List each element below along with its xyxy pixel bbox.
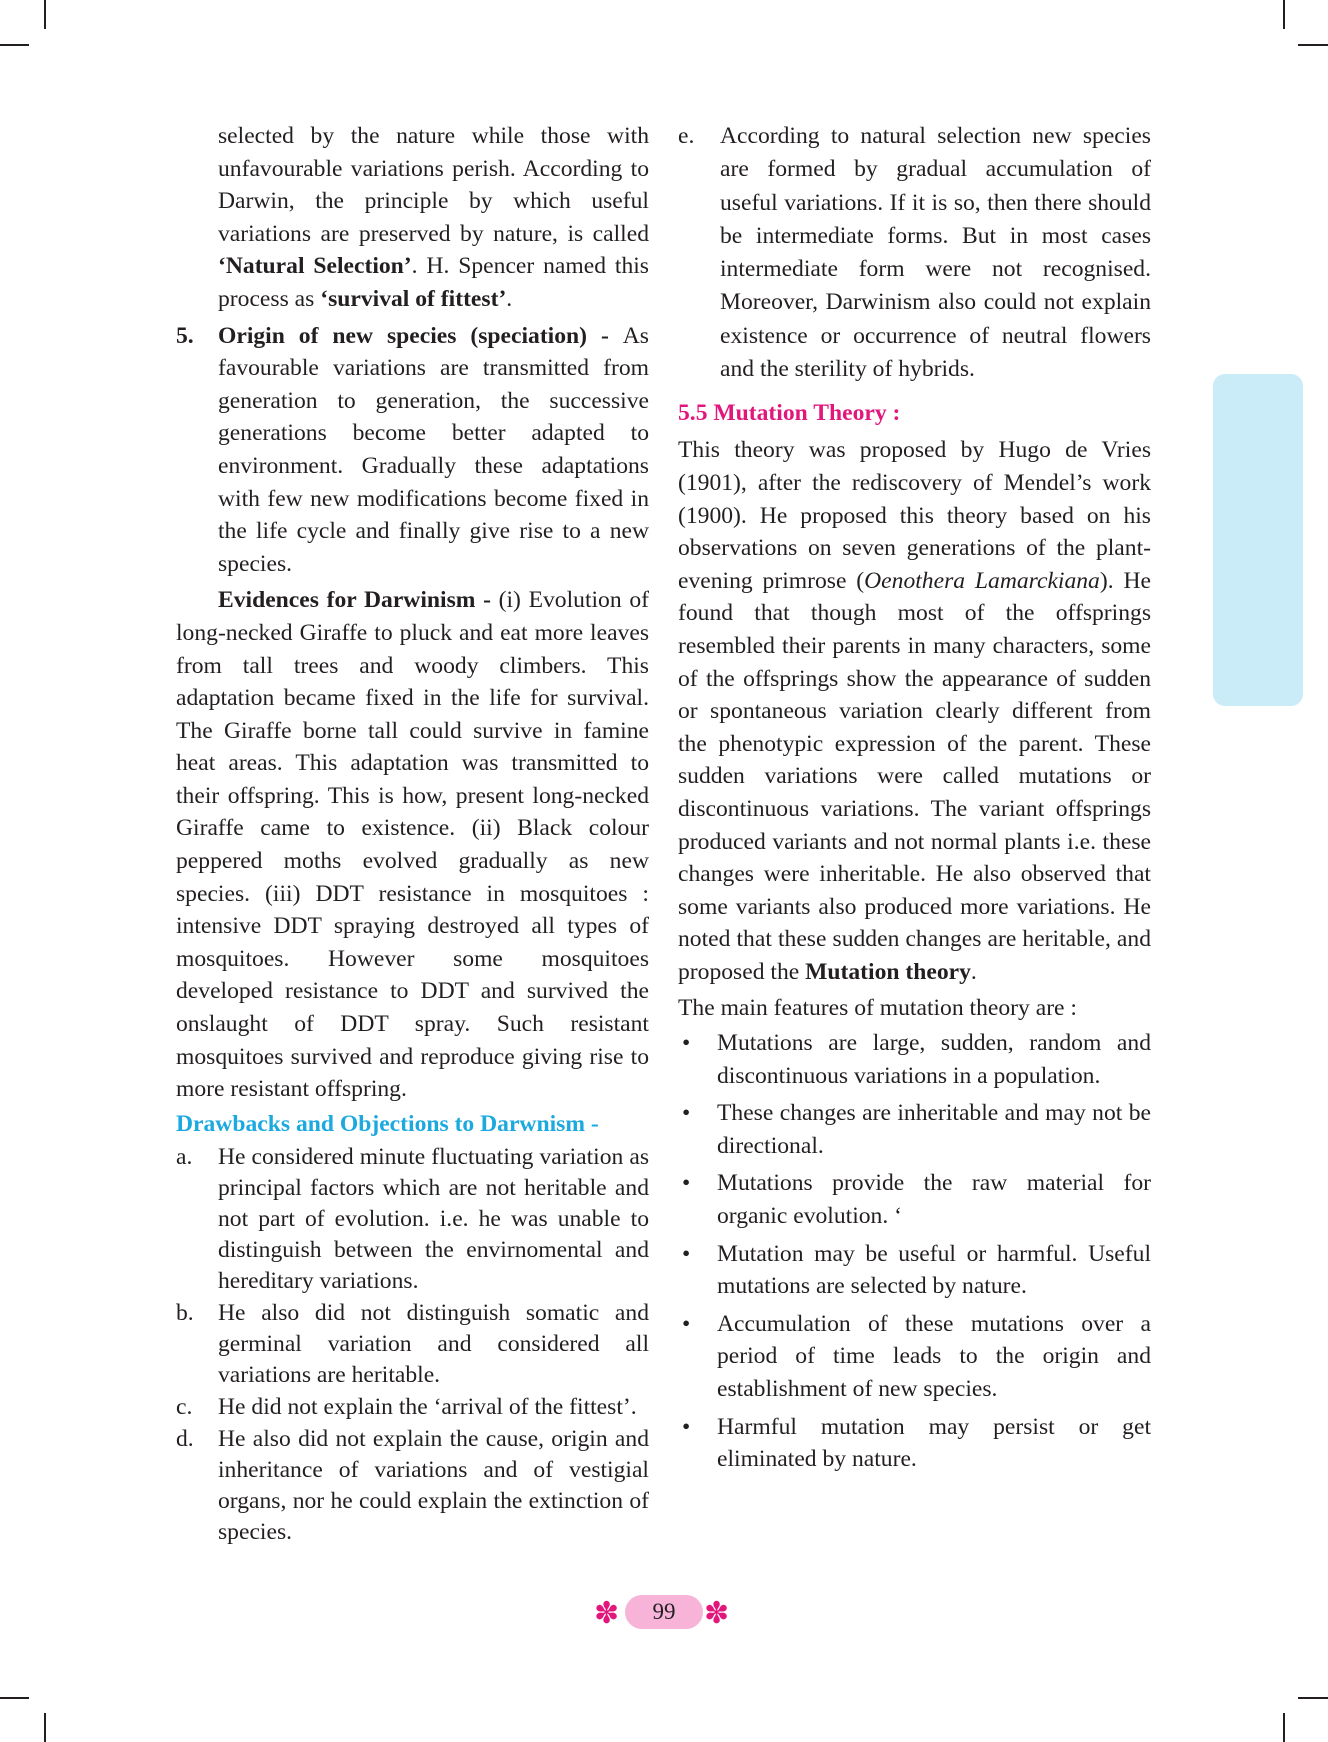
list-item-e <box>678 120 1151 386</box>
flower-ornament-icon: ✽ <box>594 1597 620 1630</box>
item-marker: c. <box>176 1393 193 1420</box>
crop-mark <box>1283 1713 1285 1742</box>
bullet-icon: • <box>682 1413 691 1440</box>
features-list <box>678 1027 1151 1476</box>
item-marker: a. <box>176 1143 193 1170</box>
point-number: 5. <box>176 322 194 349</box>
list-item <box>176 1392 649 1423</box>
bold-term: ‘Natural Selection’ <box>218 253 412 280</box>
text-run: . <box>970 958 977 985</box>
list-item <box>678 1167 1151 1232</box>
chapter-side-tab <box>1213 374 1303 706</box>
item-marker: d. <box>176 1425 194 1452</box>
list-item <box>176 1142 649 1297</box>
list-item <box>678 1097 1151 1162</box>
right-column <box>678 120 1151 1481</box>
point-body: As favourable variations are transmitted from generation to generation, the successive generations become better adapted to environment. Gradually these adaptations with few new modifications become fixed in the life cycle and finally give rise to a new species. <box>218 322 649 577</box>
item-text: Accumulation of these mutations over a period of time leads to the origin and establishment of new species. <box>717 1310 1151 1402</box>
species-name: Oenothera Lamarckiana <box>864 567 1100 594</box>
text-run: This theory was proposed by Hugo de Vries (1901), after the rediscovery of Mendel’s work (1900). He proposed this theory based on his observations on seven generations of the plant-evening primrose ( <box>678 437 1151 594</box>
item-marker: b. <box>176 1299 194 1326</box>
crop-mark <box>1298 1697 1328 1699</box>
text-run: . H. Spencer named this process as <box>218 253 649 312</box>
bullet-icon: • <box>682 1310 691 1337</box>
text-run: . <box>506 285 513 312</box>
bullet-icon: • <box>682 1240 691 1267</box>
bullet-icon: • <box>682 1170 691 1197</box>
list-item <box>176 1298 649 1391</box>
text-run: ). He found that though most of the offsprings resembled their parents in many characters, some of the offsprings show the appearance of sudden or spontaneous variation clearly different from the phenotypic expression of the parent. These sudden variations were called mutations or discontinuous variations. The variant offsprings produced variants and not normal plants i.e. these changes were inheritable. He also observed that some variants also produced more variations. He noted that these sudden changes are heritable, and proposed the <box>678 567 1151 985</box>
list-item <box>678 1308 1151 1406</box>
item-text: Mutations are large, sudden, random and discontinuous variations in a population. <box>717 1030 1151 1089</box>
item-text: Mutations provide the raw material for organic evolution. ‘ <box>717 1170 1151 1230</box>
features-intro: The main features of mutation theory are : <box>678 995 1077 1022</box>
page-number: 99 <box>625 1595 703 1629</box>
list-item <box>678 1027 1151 1092</box>
evidences-paragraph <box>176 584 649 1106</box>
list-item <box>176 1424 649 1548</box>
bullet-icon: • <box>682 1100 691 1127</box>
item-text: He also did not explain the cause, origin and inheritance of variations and of vestigial organs, nor he could explain the extinction of species. <box>218 1425 649 1545</box>
item-text: He did not explain the ‘arrival of the fittest’. <box>218 1393 637 1420</box>
section-heading-mutation-theory: 5.5 Mutation Theory : <box>678 400 901 427</box>
crop-mark <box>0 44 29 46</box>
crop-mark <box>44 0 46 29</box>
bullet-icon: • <box>682 1030 691 1057</box>
flower-ornament-icon: ✽ <box>704 1597 730 1630</box>
evidences-body: (i) Evolution of long-necked Giraffe to pluck and eat more leaves from tall trees and woody climbers. This adaptation became fixed in the life for survival. The Giraffe borne tall could survive in famine heat areas. This adaptation was transmitted to their offspring. This is how, present long-necked Giraffe came to existence. (ii) Black colour peppered moths evolved gradually as new species. (iii) DDT resistance in mosquitoes : intensive DDT spraying destroyed all types of mosquitoes. However some mosquitoes developed resistance to DDT and survived the onslaught of DDT spray. Such resistant mosquitoes survived and reproduce giving rise to more resistant offspring. <box>176 587 649 1103</box>
point-heading: Origin of new species (speciation) - <box>218 322 623 349</box>
page-footer <box>594 1593 734 1633</box>
list-item <box>678 1238 1151 1303</box>
item-text: He considered minute fluctuating variation as principal factors which are not heritable and not part of evolution. i.e. he was unable to distinguish between the envirnomental and hereditary variations. <box>218 1143 649 1294</box>
crop-mark <box>0 1697 29 1699</box>
crop-mark <box>44 1713 46 1742</box>
list-item <box>678 1411 1151 1476</box>
text-run: selected by the nature while those with unfavourable variations perish. According to Darwin, the principle by which useful variations are preserved by nature, is called <box>218 123 649 247</box>
evidences-heading: Evidences for Darwinism - <box>218 587 499 614</box>
item-text: He also did not distinguish somatic and germinal variation and considered all variations are heritable. <box>218 1299 649 1388</box>
mutation-theory-paragraph <box>678 434 1151 988</box>
drawbacks-heading: Drawbacks and Objections to Darwnism - <box>176 1110 599 1137</box>
bold-term: Mutation theory <box>805 958 971 985</box>
drawbacks-list <box>176 1142 649 1548</box>
left-column <box>176 120 649 1549</box>
intro-paragraph <box>176 120 649 316</box>
item-marker: e. <box>678 123 695 149</box>
item-text: These changes are inheritable and may not be directional. <box>717 1100 1151 1159</box>
crop-mark <box>1283 0 1285 29</box>
bold-term: ‘survival of fittest’ <box>320 285 507 312</box>
item-text: According to natural selection new species are formed by gradual accumulation of useful variations. If it is so, then there should be intermediate forms. But in most cases intermediate form were not recognised. Moreover, Darwinism also could not explain existence or occurrence of neutral flowers and the sterility of hybrids. <box>720 123 1151 383</box>
item-text: Mutation may be useful or harmful. Useful mutations are selected by nature. <box>717 1240 1151 1300</box>
numbered-point-5 <box>176 320 649 581</box>
crop-mark <box>1298 44 1328 46</box>
item-text: Harmful mutation may persist or get eliminated by nature. <box>717 1413 1151 1473</box>
